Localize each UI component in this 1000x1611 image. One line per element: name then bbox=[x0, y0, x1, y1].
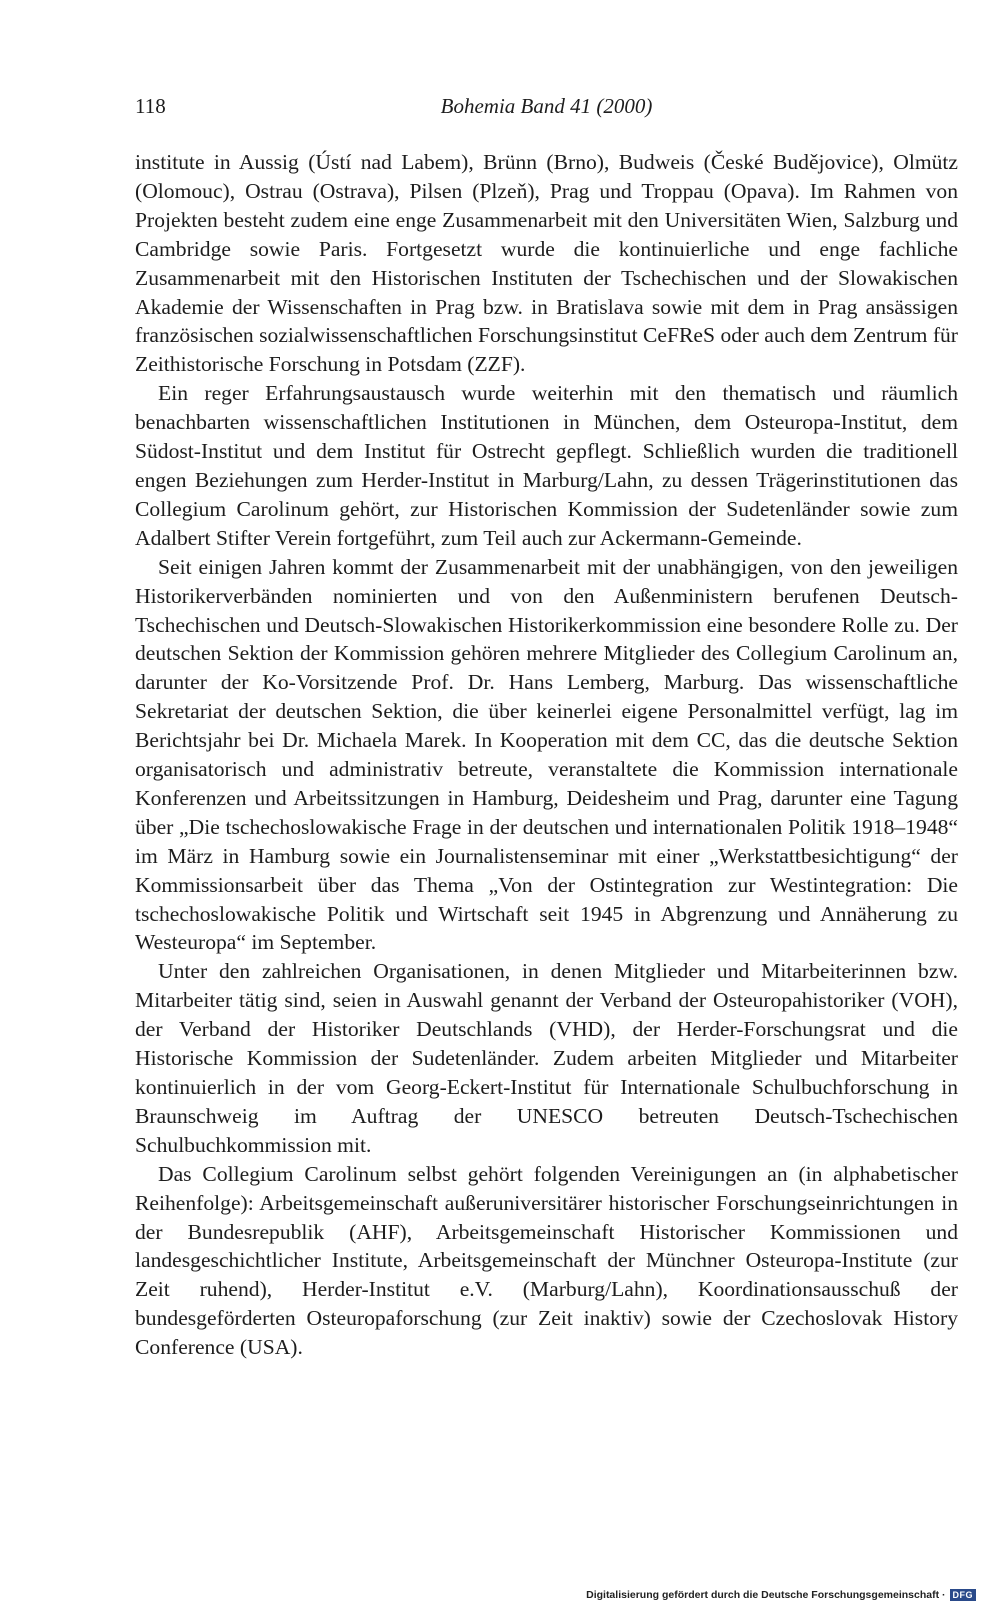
page-number: 118 bbox=[135, 94, 166, 118]
dfg-logo-icon: DFG bbox=[950, 1589, 977, 1601]
paragraph: Das Collegium Carolinum selbst gehört folgenden Vereinigungen an (in alphabetischer Reihenfolge): Arbeitsgemeinschaft außeruniversitärer historischer Forschungseinrichtungen in der Bundesrepublik (AHF), Arbeitsgemeinschaft Historischer Kommissionen und landesgeschichtlicher Institute, Arbeitsgemeinschaft der Münchner Osteuropa-Institute (zur Zeit ruhend), Herder-Institut e.V. (Marburg/Lahn), Koordinationsausschuß der bundesgeförderten Osteuropaforschung (zur Zeit inaktiv) sowie der Czechoslovak History Conference (USA). bbox=[135, 1161, 958, 1360]
digitization-credit bbox=[586, 1589, 976, 1601]
paragraph: Ein reger Erfahrungsaustausch wurde weiterhin mit den thematisch und räumlich benachbarten wissenschaftlichen Institutionen in München, dem Osteuropa-Institut, dem Südost-Institut und dem Institut für Ostrecht gepflegt. Schließlich wurden die traditionell engen Beziehungen zum Herder-Institut in Marburg/Lahn, zu dessen Trägerinstitutionen das Collegium Carolinum gehört, zur Historischen Kommission der Sudetenländer sowie zum Adalbert Stifter Verein fortgeführt, zum Teil auch zur Ackermann-Gemeinde. bbox=[135, 381, 958, 550]
running-head: Bohemia Band 41 (2000) bbox=[440, 94, 653, 118]
paragraph: Unter den zahlreichen Organisationen, in denen Mitglieder und Mitarbeiterinnen bzw. Mitarbeiter tätig sind, seien in Auswahl genannt der Verband der Osteuropahistoriker (VOH), der Verband der Historiker Deutschlands (VHD), der Herder-Forschungsrat und die Historische Kommission der Sudetenländer. Zudem arbeiten Mitglieder und Mitarbeiter kontinuierlich in der vom Georg-Eckert-Institut für Internationale Schulbuchforschung in Braunschweig im Auftrag der UNESCO betreuten Deutsch-Tschechischen Schulbuchkommission mit. bbox=[135, 959, 958, 1157]
paragraph: Seit einigen Jahren kommt der Zusammenarbeit mit der unabhängigen, von den jeweiligen Historikerverbänden nominierten und von den Außenministern berufenen Deutsch-Tschechischen und Deutsch-Slowakischen Historikerkommission eine besondere Rolle zu. Der deutschen Sektion der Kommission gehören mehrere Mitglieder des Collegium Carolinum an, darunter der Ko-Vorsitzende Prof. Dr. Hans Lemberg, Marburg. Das wissenschaftliche Sekretariat der deutschen Sektion, die über keinerlei eigene Personalmittel verfügt, lag im Berichtsjahr bei Dr. Michaela Marek. In Kooperation mit dem CC, das die deutsche Sektion organisatorisch und administrativ betreute, veranstaltete die Kommission internationale Konferenzen und Arbeitssitzungen in Hamburg, Deidesheim und Prag, darunter eine Tagung über „Die tschechoslowakische Frage in der deutschen und internationalen Politik 1918–1948“ im März in Hamburg sowie ein Journalistenseminar mit einer „Werkstattbesichtigung“ der Kommissionsarbeit über das Thema „Von der Ostintegration zur Westintegration: Die tschechoslowakische Politik und Wirtschaft seit 1945 in Abgrenzung und Annäherung zu Westeuropa“ im September. bbox=[135, 554, 958, 955]
body-text bbox=[135, 148, 958, 1362]
digitization-credit-text: Digitalisierung gefördert durch die Deutsche Forschungsgemeinschaft · bbox=[586, 1589, 946, 1601]
page-header bbox=[135, 94, 958, 128]
paragraph: institute in Aussig (Ústí nad Labem), Brünn (Brno), Budweis (České Budějovice), Olmütz (Olomouc), Ostrau (Ostrava), Pilsen (Plzeň), Prag und Troppau (Opava). Im Rahmen von Projekten besteht zudem eine enge Zusammenarbeit mit den Universitäten Wien, Salzburg und Cambridge sowie Paris. Fortgesetzt wurde die kontinuierliche und enge fachliche Zusammenarbeit mit den Historischen Instituten der Tschechischen und der Slowakischen Akademie der Wissenschaften in Prag bzw. in Bratislava sowie mit dem in Prag ansässigen französischen sozialwissenschaftlichen Forschungsinstitut CeFReS oder auch dem Zentrum für Zeithistorische Forschung in Potsdam (ZZF). bbox=[135, 150, 958, 377]
